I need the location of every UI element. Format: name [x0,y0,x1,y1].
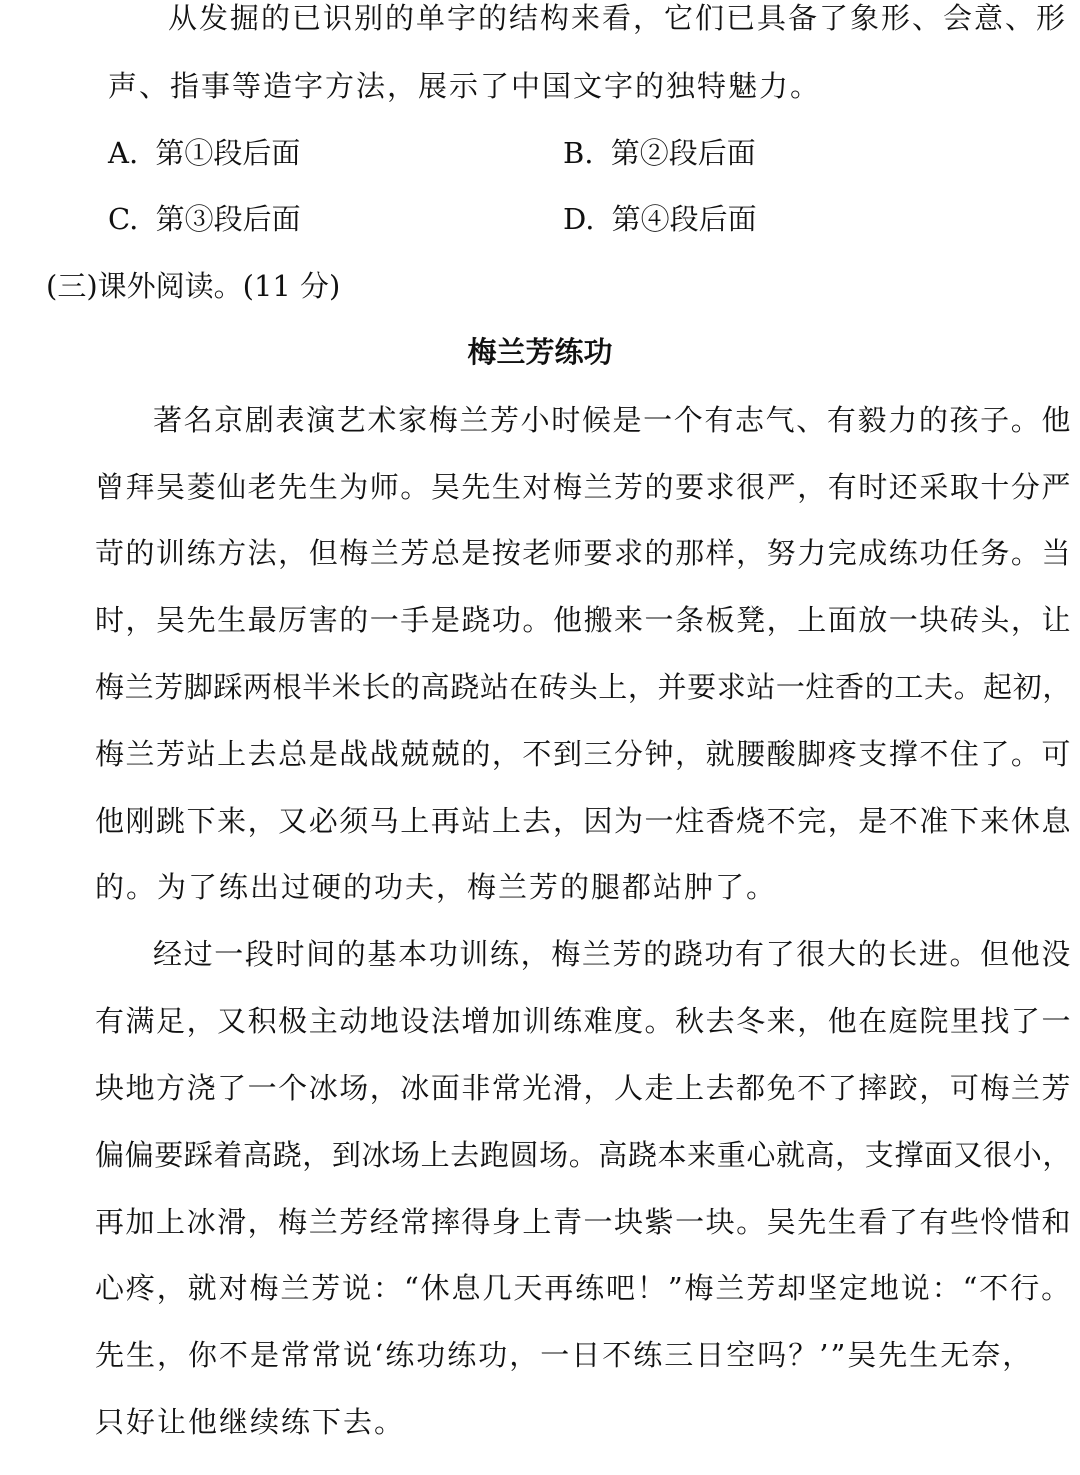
article-line: 曾拜吴菱仙老先生为师。吴先生对梅兰芳的要求很严，有时还采取十分严 [95,470,1072,504]
intro-line-1: 从发掘的已识别的单字的结构来看，它们已具备了象形、会意、形 [168,1,1068,35]
article-line: 梅兰芳站上去总是战战兢兢的，不到三分钟，就腰酸脚疼支撑不住了。可 [95,737,1072,771]
section-heading: (三)课外阅读。(11 分) [46,269,341,303]
option-b-letter: B. [563,136,594,170]
article-line: 梅兰芳脚踩两根半米长的高跷站在砖头上，并要求站一炷香的工夫。起初， [95,670,1072,704]
option-d [563,201,757,237]
article-line: 心疼，就对梅兰芳说：“休息几天再练吧！”梅兰芳却坚定地说：“不行。 [95,1271,1072,1305]
option-c-text: 第③段后面 [155,202,301,236]
article-line: 苛的训练方法，但梅兰芳总是按老师要求的那样，努力完成练功任务。当 [95,536,1072,570]
option-d-letter: D. [563,202,595,236]
option-d-text: 第④段后面 [611,202,757,236]
article-line: 再加上冰滑，梅兰芳经常摔得身上青一块紫一块。吴先生看了有些怜惜和 [95,1205,1072,1239]
article-line: 块地方浇了一个冰场，冰面非常光滑，人走上去都免不了摔跤，可梅兰芳 [95,1071,1072,1105]
option-a [108,135,300,171]
article-line: 只好让他继续练下去。 [95,1405,406,1439]
article-line: 先生，你不是常常说‘练功练功，一日不练三日空吗？’”吴先生无奈， [95,1338,1034,1372]
option-b-text: 第②段后面 [610,136,756,170]
option-a-text: 第①段后面 [155,136,301,170]
article-line: 他刚跳下来，又必须马上再站上去，因为一炷香烧不完，是不准下来休息 [95,804,1072,838]
option-c [108,201,301,237]
option-a-letter: A. [108,136,139,170]
article-line: 著名京剧表演艺术家梅兰芳小时候是一个有志气、有毅力的孩子。他 [153,403,1072,437]
article-line: 有满足，又积极主动地设法增加训练难度。秋去冬来，他在庭院里找了一 [95,1004,1072,1038]
article-line: 经过一段时间的基本功训练，梅兰芳的跷功有了很大的长进。但他没 [153,937,1072,971]
option-b [563,135,756,171]
intro-line-2: 声、指事等造字方法，展示了中国文字的独特魅力。 [108,69,822,103]
article-line: 时，吴先生最厉害的一手是跷功。他搬来一条板凳，上面放一块砖头，让 [95,603,1072,637]
article-title: 梅兰芳练功 [467,335,613,369]
article-line: 的。为了练出过硬的功夫，梅兰芳的腿都站肿了。 [95,870,778,904]
option-c-letter: C. [108,202,139,236]
article-line: 偏偏要踩着高跷，到冰场上去跑圆场。高跷本来重心就高，支撑面又很小， [95,1138,1072,1172]
